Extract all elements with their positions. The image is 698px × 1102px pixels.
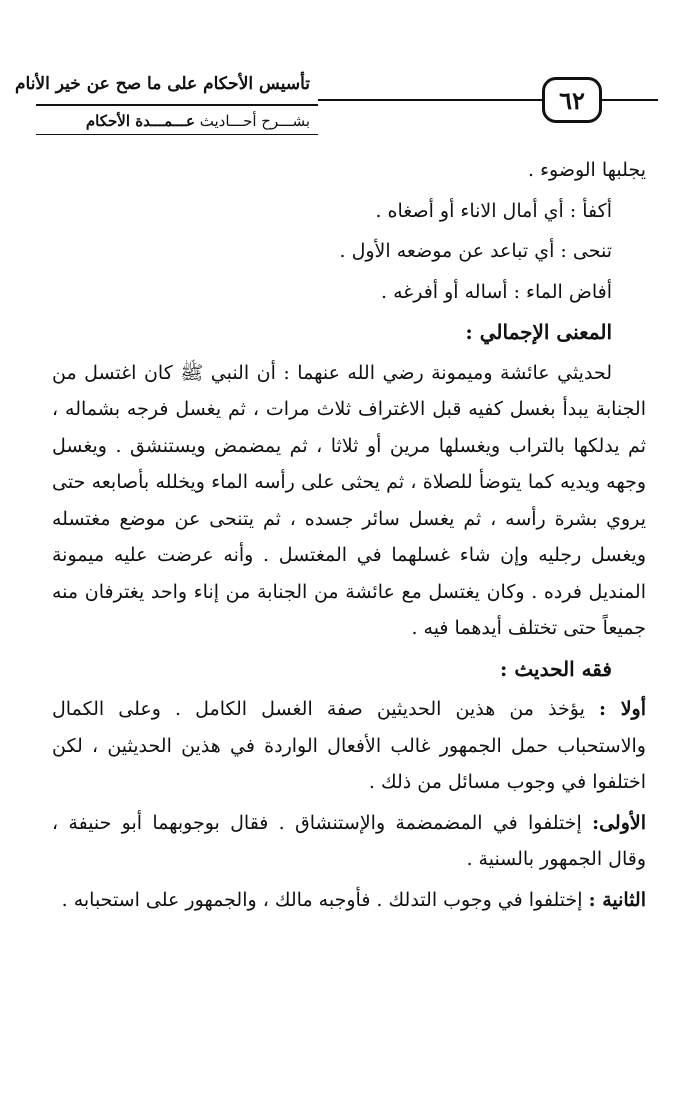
book-subtitle bbox=[86, 112, 310, 130]
book-title: تأسيس الأحكام على ما صح عن خير الأنام bbox=[14, 74, 310, 94]
header-rule-middle bbox=[318, 99, 542, 101]
section-heading-fiqh: فقه الحديث : bbox=[500, 656, 612, 681]
page-header bbox=[0, 0, 698, 140]
fiqh-point-2-lead: الأولى: bbox=[592, 811, 646, 834]
header-rule-right bbox=[602, 99, 658, 101]
fiqh-point-1 bbox=[52, 691, 646, 801]
header-rule-bottom bbox=[36, 104, 318, 106]
subtitle-strong: عـــمـــدة الأحكام bbox=[85, 112, 195, 130]
fiqh-point-3-lead: الثانية : bbox=[588, 888, 646, 911]
fiqh-point-2 bbox=[52, 805, 646, 878]
fiqh-point-1-text: يؤخذ من هذين الحديثين صفة الغسل الكامل . وعلى الكمال والاستحباب حمل الجمهور غالب الأفعال الواردة في هذين الحديثين ، لكن اختلفوا في وجوب مسائل من ذلك . bbox=[52, 698, 646, 793]
header-rule-under-subtitle bbox=[36, 134, 318, 135]
general-meaning-paragraph: لحديثي عائشة وميمونة رضي الله عنهما : أن النبي ﷺ كان اغتسل من الجنابة يبدأ بغسل كفيه قبل الاغتراف ثلاث مرات ، ثم يغسل فرجه بشماله ، ثم يدلكها بالتراب ويغسلها مرين أو ثلاثا ، ثم يمضمض ويستنشق . ويغسل وجهه ويديه كما يتوضأ للصلاة ، ثم يحثى على رأسه الماء ويخلله بأصابعه حتى يروي بشرة رأسه ، ثم يغسل سائر جسده ، ثم يتنحى عن موضع مغتسله ويغسل رجليه وإن شاء غسلهما في المغتسل . وأنه عرضت عليه ميمونة المنديل فرده . وكان يغتسل مع عائشة من الجنابة من إناء واحد يغترفان منه جميعاً حتى تختلف أيدهما فيه . bbox=[52, 361, 646, 639]
vocab-line-0: يجلبها الوضوء . bbox=[527, 159, 646, 181]
page-number: ٦٢ bbox=[559, 85, 585, 115]
fiqh-point-3-text: إختلفوا في وجوب التدلك . فأوجبه مالك ، والجمهور على استحبابه . bbox=[61, 888, 583, 911]
fiqh-point-3 bbox=[52, 882, 646, 919]
subtitle-prefix: بشـــرح أحـــاديث bbox=[199, 112, 310, 130]
vocab-line-2: تنحى : أي تباعد عن موضعه الأول . bbox=[339, 240, 612, 262]
page-number-badge bbox=[542, 77, 602, 123]
vocab-line-1: أكفأ : أي أمال الاناء أو أصغاه . bbox=[375, 199, 612, 222]
page-body bbox=[52, 152, 646, 918]
fiqh-point-2-text: إختلفوا في المضمضمة والإستنشاق . فقال بوجوبهما أبو حنيفة ، وقال الجمهور بالسنية . bbox=[52, 811, 646, 870]
section-heading-general-meaning: المعنى الإجمالي : bbox=[465, 320, 612, 344]
vocab-line-3: أفاض الماء : أساله أو أفرغه . bbox=[381, 280, 612, 303]
fiqh-point-1-lead: أولا : bbox=[599, 698, 646, 720]
